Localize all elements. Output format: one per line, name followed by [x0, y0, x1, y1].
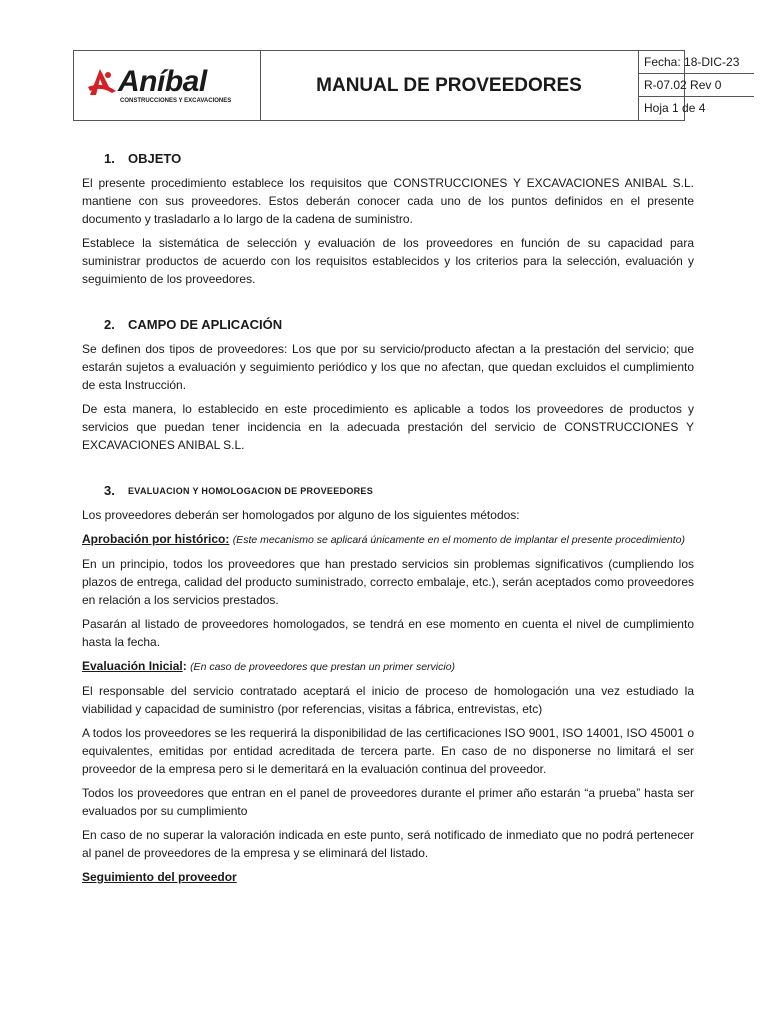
- paragraph: En caso de no superar la valoración indicada en este punto, será notificado de inmediato que no podrá pertenecer al panel de proveedores de la empresa y se eliminará del listado.: [82, 828, 694, 860]
- section-heading: [82, 482, 694, 500]
- paragraph: El responsable del servicio contratado aceptará el inicio de proceso de homologación una vez estudiado la viabilidad y capacidad de suministro (por referencias, visitas a fábrica, entrevistas, etc): [82, 684, 694, 716]
- section-heading: [82, 150, 694, 168]
- paragraph: De esta manera, lo establecido en este procedimiento es aplicable a todos los proveedores de productos y servicios que puedan tener incidencia en la adecuada prestación del servicio de CONSTRUCCIONES Y EXCAVACIONES ANIBAL S.L.: [82, 402, 694, 452]
- subsection-title: Evaluación Inicial: [82, 659, 183, 673]
- title-cell: [260, 51, 639, 120]
- section-title: EVALUACION Y HOMOLOGACION DE PROVEEDORES: [128, 486, 374, 496]
- paragraph: Se definen dos tipos de proveedores: Los que por su servicio/producto afectan a la prestación del servicio; que estarán sujetos a evaluación y seguimiento periódico y los que no afectan, que quedan excluidos el cumplimiento de esta Instrucción.: [82, 342, 694, 392]
- meta-cell: [638, 51, 740, 120]
- meta-revision: R-07.02 Rev 0: [638, 74, 754, 97]
- meta-page: Hoja 1 de 4: [644, 101, 706, 115]
- section-heading: [82, 316, 694, 334]
- paragraph: En un principio, todos los proveedores que han prestado servicios sin problemas significativos (cumpliendo los plazos de entrega, calidad del producto suministrado, correcto embalaje, etc.), serán aceptados como proveedores en relación a los servicios prestados.: [82, 557, 694, 607]
- paragraph: Los proveedores deberán ser homologados por alguno de los siguientes métodos:: [82, 508, 520, 522]
- section-number: 3.: [104, 483, 115, 498]
- subsection-title: Aprobación por histórico:: [82, 532, 230, 546]
- subsection-colon: :: [182, 659, 187, 673]
- logo-subtitle: CONSTRUCCIONES Y EXCAVACIONES: [120, 98, 232, 104]
- subsection-line: [82, 657, 694, 676]
- document-title: MANUAL DE PROVEEDORES: [316, 74, 582, 96]
- paragraph: Pasarán al listado de proveedores homologados, se tendrá en ese momento en cuenta el nivel de cumplimiento hasta la fecha.: [82, 617, 694, 649]
- section-number: 1.: [104, 151, 115, 166]
- section-number: 2.: [104, 317, 115, 332]
- document-header: [73, 50, 740, 121]
- document-body: [82, 150, 694, 892]
- subsection-line: [82, 530, 694, 549]
- paragraph: Todos los proveedores que entran en el panel de proveedores durante el primer año estarán “a prueba” hasta ser evaluados por su cumplimiento: [82, 786, 694, 818]
- meta-date: Fecha: 18-DIC-23: [638, 51, 754, 74]
- company-logo-icon: [86, 65, 122, 99]
- subsection-title: Seguimiento del proveedor: [82, 870, 237, 884]
- paragraph: El presente procedimiento establece los requisitos que CONSTRUCCIONES Y EXCAVACIONES ANIBAL S.L. mantiene con sus proveedores. Estos deberán conocer cada uno de los puntos definidos en el presente documento y trasladarlo a lo largo de la cadena de suministro.: [82, 176, 694, 226]
- logo-name: Aníbal: [118, 65, 207, 98]
- subsection-note: (Este mecanismo se aplicará únicamente en el momento de implantar el presente procedimiento): [232, 534, 685, 546]
- paragraph: A todos los proveedores se les requerirá la disponibilidad de las certificaciones ISO 9001, ISO 14001, ISO 45001 o equivalentes, emitidas por entidad acreditada de tercera parte. En caso de no disponerse no limitará el ser proveedor de la empresa pero si le demeritará en la evaluación continua del proveedor.: [82, 726, 694, 776]
- section-title: CAMPO DE APLICACIÓN: [128, 317, 283, 332]
- paragraph: Establece la sistemática de selección y evaluación de los proveedores en función de su capacidad para suministrar productos de acuerdo con los requisitos establecidos y los criterios para la selección, evaluación y seguimiento de los proveedores.: [82, 236, 694, 286]
- subsection-note: (En caso de proveedores que prestan un primer servicio): [190, 661, 456, 673]
- logo-cell: [74, 51, 261, 120]
- section-title: OBJETO: [128, 151, 182, 166]
- subsection-line: [82, 868, 694, 886]
